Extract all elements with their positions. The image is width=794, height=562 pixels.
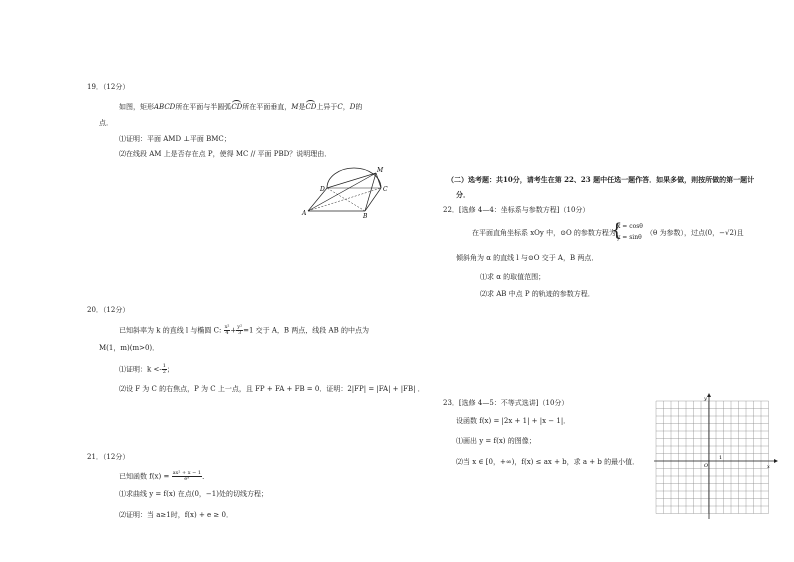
q22-text: （θ 为参数），过点 bbox=[646, 229, 705, 237]
segment-bd bbox=[327, 188, 365, 211]
q20-part2: ⑵设 F 为 C 的右焦点，P 为 C 上一点，且 FP + FA + FB = 0．证明：2|FP| = |FA| + |FB| ． bbox=[119, 385, 425, 393]
q21-text-end: ． bbox=[202, 472, 210, 481]
q22-part2: ⑵求 AB 中点 P 的轨迹的参数方程． bbox=[480, 290, 595, 298]
q21-part2: ⑵证明：当 a≥1时，f(x) + e ≥ 0． bbox=[119, 511, 233, 519]
q19-part2: ⑵在线段 AM 上是否存在点 P，使得 MC // 平面 PBD？说明理由． bbox=[119, 150, 332, 158]
q19-text: 是 bbox=[298, 103, 306, 111]
frac-numerator: ax² + x − 1 bbox=[172, 470, 202, 476]
q21-number: 21．（12分） bbox=[87, 453, 130, 461]
q22-part1: ⑴求 α 的取值范围； bbox=[480, 273, 546, 281]
segment-dm bbox=[327, 173, 376, 188]
q20-part1-ineq: k <- bbox=[147, 365, 162, 374]
q19-part1: ⑴证明：平面 AMD ⊥平面 BMC； bbox=[119, 135, 231, 143]
frac-denominator: eˣ bbox=[184, 476, 190, 482]
q23-statement: 设函数 f(x) = |2x + 1| + |x − 1|． bbox=[456, 417, 571, 425]
q22-statement-cont bbox=[646, 229, 744, 238]
q19-text: ， bbox=[342, 103, 350, 111]
label-a: A bbox=[302, 210, 307, 217]
frac-numerator: 1 bbox=[162, 363, 166, 369]
label-d: D bbox=[320, 186, 325, 193]
frac-denominator: 3 bbox=[238, 330, 242, 336]
q22-line2: 倾斜角为 α 的直线 l 与⊙O 交于 A，B 两点． bbox=[456, 254, 599, 262]
segment-am bbox=[308, 173, 376, 211]
q20-part1-label: ⑴证明： bbox=[119, 365, 147, 374]
frac-numerator: x² bbox=[224, 324, 230, 330]
tick-label-1: 1 bbox=[719, 455, 723, 461]
q19-arc-cd: CD bbox=[231, 103, 243, 111]
q19-point-d: D bbox=[349, 103, 356, 111]
frac-numerator: y² bbox=[237, 324, 243, 330]
segment-bc bbox=[365, 188, 381, 211]
x-axis-label: x bbox=[767, 464, 770, 470]
grid-lines bbox=[656, 401, 769, 514]
q22-system-eq1: x = cosθ bbox=[617, 223, 643, 230]
segment-mc bbox=[376, 173, 381, 188]
q20-number: 20．（12分） bbox=[87, 306, 130, 314]
label-b: B bbox=[363, 213, 368, 220]
q20-line2: M(1，m)(m>0)． bbox=[99, 344, 160, 352]
q22-system-brace: { bbox=[611, 220, 623, 241]
origin-label: O bbox=[704, 463, 709, 469]
q23-coordinate-grid bbox=[654, 393, 778, 519]
q22-system-eq2: y = sinθ bbox=[617, 234, 642, 241]
q21-statement bbox=[119, 471, 209, 482]
q19-text: 如图，矩形 bbox=[119, 103, 154, 111]
q20-text: 已知斜率为 k 的直线 l 与椭圆 C: bbox=[119, 326, 222, 335]
q19-number: 19．（12分） bbox=[87, 83, 130, 91]
q22-text: 在平面直角坐标系 xOy 中，⊙O 的参数方程为 bbox=[472, 229, 616, 237]
q23-number: 23．[选修 4—5：不等式选讲]（10分） bbox=[443, 399, 569, 407]
y-axis-label: y bbox=[704, 396, 707, 402]
q20-part1-end: ； bbox=[166, 365, 174, 374]
frac-denominator: 4 bbox=[225, 330, 229, 336]
q22-statement bbox=[472, 229, 616, 238]
elective-instructions: （二）选考题：共10分，请考生在第 22、23 题中任选一题作答．如果多做，则按所做的第一题计 bbox=[447, 175, 755, 184]
q19-statement bbox=[119, 103, 362, 112]
q20-text: =1 交于 A，B 两点，线段 AB 的中点为 bbox=[243, 326, 369, 335]
q23-part1: ⑴画出 y = f(x) 的图像； bbox=[456, 437, 536, 445]
y-axis-arrow bbox=[707, 393, 711, 397]
label-m: M bbox=[377, 167, 384, 174]
segment-mb bbox=[365, 173, 376, 211]
q20-statement bbox=[119, 325, 369, 336]
q19-arc-cd: CD bbox=[305, 103, 317, 111]
q23-part2: ⑵当 x ∈ [0，+∞)，f(x) ≤ ax + b，求 a + b 的最小值． bbox=[456, 458, 640, 466]
q19-line2: 点． bbox=[99, 119, 113, 127]
q19-text: 所在平面与半圆弧 bbox=[175, 103, 232, 111]
q19-text: 上异于 bbox=[316, 103, 338, 111]
q22-text: 且 bbox=[736, 229, 744, 237]
elective-instructions-cont: 分． bbox=[456, 190, 470, 199]
q19-geometry-figure bbox=[300, 160, 400, 220]
q19-point-m: M bbox=[291, 103, 299, 111]
label-c: C bbox=[383, 186, 388, 193]
q22-number: 22．[选修 4—4：坐标系与参数方程]（10分） bbox=[443, 206, 590, 214]
segment-ac bbox=[308, 188, 381, 211]
q21-part1: ⑴求曲线 y = f(x) 在点(0，−1)处的切线方程； bbox=[119, 490, 268, 498]
q19-text: 的 bbox=[355, 103, 363, 111]
x-axis-arrow bbox=[774, 459, 778, 463]
q20-plus: + bbox=[230, 326, 237, 335]
q21-text: 已知函数 f(x) = bbox=[119, 472, 170, 481]
q22-point: (0，−√2) bbox=[704, 229, 737, 237]
frac-denominator: 2 bbox=[162, 369, 166, 375]
q19-rect-name: ABCD bbox=[154, 103, 176, 111]
q19-text: 所在平面垂直， bbox=[242, 103, 292, 111]
q20-part1 bbox=[119, 364, 174, 375]
q21-fraction bbox=[172, 471, 203, 482]
q19-point-c: C bbox=[337, 103, 343, 111]
